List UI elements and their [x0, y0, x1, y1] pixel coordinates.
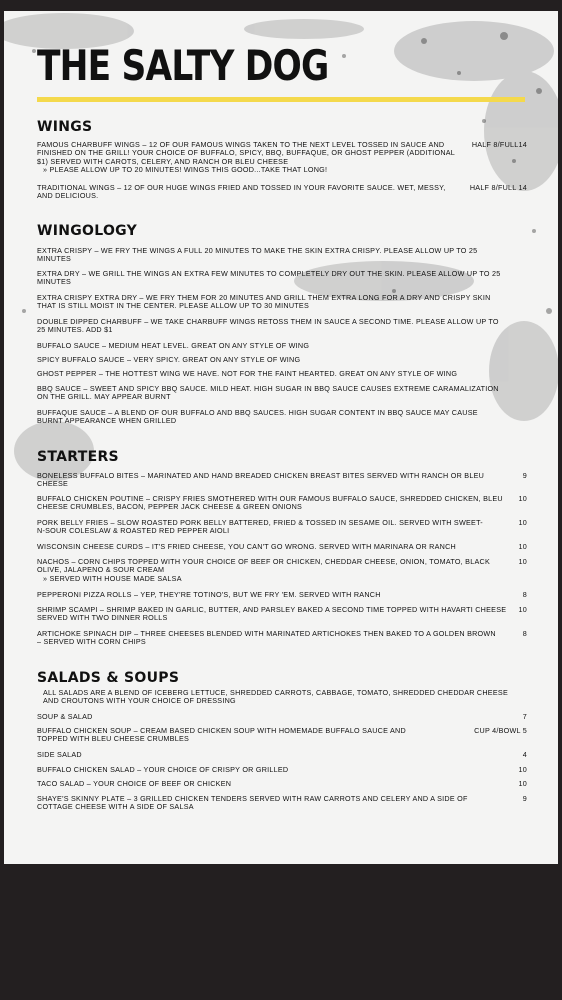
salads-intro-text: ALL SALADS ARE A BLEND OF ICEBERG LETTUCE, SHREDDED CARROTS, CABBAGE, TOMATO, SHREDDED CHEDDAR CHEESE AND CROUTONS WITH YOUR CHOICE OF DRESSING: [43, 688, 508, 706]
item-price: 10: [518, 494, 527, 503]
section-intro: [43, 689, 513, 706]
item-description: BUFFALO SAUCE – MEDIUM HEAT LEVEL. GREAT ON ANY STYLE OF WING: [37, 341, 310, 350]
item-price: HALF 8/FULL 14: [469, 183, 527, 192]
item-price: 9: [522, 471, 527, 480]
item-description: DOUBLE DIPPED CHARBUFF – WE TAKE CHARBUFF WINGS RETOSS THEM IN SAUCE A SECOND TIME. PLEASE ALLOW UP TO 25 MINUTES. ADD $1: [37, 317, 499, 335]
item-description: BUFFALO CHICKEN POUTINE – CRISPY FRIES SMOTHERED WITH OUR FAMOUS BUFFALO SAUCE, SHREDDED CHICKEN, BLEU CHEESE CRUMBLES, BACON, PEPPER JACK CHEESE & GREEN ONIONS: [37, 494, 503, 512]
item-price: 4: [522, 750, 527, 759]
menu-sheet: [4, 11, 558, 864]
menu-item: [37, 795, 527, 812]
item-description: TRADITIONAL WINGS – 12 OF OUR HUGE WINGS FRIED AND TOSSED IN YOUR FAVORITE SAUCE. WET, MESSY, AND DELICIOUS.: [37, 183, 446, 201]
item-description: EXTRA CRISPY EXTRA DRY – WE FRY THEM FOR 20 MINUTES AND GRILL THEM EXTRA LONG FOR A DRY AND CRISPY SKIN THAT IS STILL MOIST IN THE CENTER. PLEASE ALLOW UP TO 30 MINUTES: [37, 293, 491, 311]
item-price: 10: [518, 765, 527, 774]
item-price: 10: [518, 779, 527, 788]
menu-item: [37, 780, 527, 788]
menu-item: [37, 318, 527, 335]
menu-item: [37, 184, 527, 201]
item-description: BUFFALO CHICKEN SALAD – YOUR CHOICE OF CRISPY OR GRILLED: [37, 765, 289, 774]
menu-item: [37, 294, 527, 311]
menu-item: [37, 495, 527, 512]
item-description: BUFFALO CHICKEN SOUP – CREAM BASED CHICKEN SOUP WITH HOMEMADE BUFFALO SAUCE AND TOPPED WITH BLEU CHEESE CRUMBLES: [37, 726, 406, 744]
menu-item: [37, 751, 527, 759]
item-description: TACO SALAD – YOUR CHOICE OF BEEF OR CHICKEN: [37, 779, 232, 788]
item-price: 10: [518, 605, 527, 614]
item-description: EXTRA DRY – WE GRILL THE WINGS AN EXTRA FEW MINUTES TO COMPLETELY DRY OUT THE SKIN. PLEASE ALLOW UP TO 25 MINUTES: [37, 269, 501, 287]
menu-item: [37, 543, 527, 551]
item-description: ARTICHOKE SPINACH DIP – THREE CHEESES BLENDED WITH MARINATED ARTICHOKES THEN BAKED TO A GOLDEN BROWN – SERVED WITH CORN CHIPS: [37, 629, 496, 647]
menu-item: [37, 385, 527, 402]
item-description: PEPPERONI PIZZA ROLLS – YEP, THEY'RE TOTINO'S, BUT WE FRY 'EM. SERVED WITH RANCH: [37, 590, 381, 599]
item-price: 8: [522, 629, 527, 638]
item-description: GHOST PEPPER – THE HOTTEST WING WE HAVE. NOT FOR THE FAINT HEARTED. GREAT ON ANY STYLE OF WING: [37, 369, 458, 378]
menu-item: [37, 606, 527, 623]
item-price: 10: [518, 518, 527, 527]
menu-item: [37, 356, 527, 364]
item-price: 9: [522, 794, 527, 803]
menu-item: [37, 630, 527, 647]
item-price: 7: [522, 712, 527, 721]
menu-title: THE SALTY DOG: [37, 41, 329, 90]
title-underline: [37, 97, 525, 102]
item-price: HALF 8/FULL14: [471, 140, 527, 149]
menu-item: [37, 558, 527, 583]
item-description: NACHOS – CORN CHIPS TOPPED WITH YOUR CHOICE OF BEEF OR CHICKEN, CHEDDAR CHEESE, ONION, TOMATO, BLACK OLIVE, JALAPENO & SOUR CREAM: [37, 557, 490, 575]
section-heading-salads-soups: SALADS & SOUPS: [37, 670, 180, 686]
item-description: BUFFAQUE SAUCE – A BLEND OF OUR BUFFALO AND BBQ SAUCES. HIGH SUGAR CONTENT IN BBQ SAUCE MAY CAUSE BURNT APPEARANCE WHEN GRILLED: [37, 408, 478, 426]
item-note: » SERVED WITH HOUSE MADE SALSA: [43, 573, 182, 583]
menu-item: [37, 342, 527, 350]
menu-item: [37, 591, 527, 599]
item-description: SPICY BUFFALO SAUCE – VERY SPICY. GREAT ON ANY STYLE OF WING: [37, 355, 301, 364]
section-heading-wings: WINGS: [37, 119, 93, 135]
item-description: BONELESS BUFFALO BITES – MARINATED AND HAND BREADED CHICKEN BREAST BITES SERVED WITH RANCH OR BLEU CHEESE: [37, 471, 485, 489]
item-price: 10: [518, 557, 527, 566]
item-description: SHRIMP SCAMPI – SHRIMP BAKED IN GARLIC, BUTTER, AND PARSLEY BAKED A SECOND TIME TOPPED WITH HAVARTI CHEESE SERVED WITH TWO DINNER ROLLS: [37, 605, 507, 623]
item-description: PORK BELLY FRIES – SLOW ROASTED PORK BELLY BATTERED, FRIED & TOSSED IN SESAME OIL. SERVED WITH SWEET-N-SOUR COLESLAW & ROASTED RED PEPPER AIOLI: [37, 518, 483, 536]
item-description: SOUP & SALAD: [37, 712, 93, 721]
menu-item: [37, 141, 527, 175]
menu-item: [37, 472, 527, 489]
item-note: » PLEASE ALLOW UP TO 20 MINUTES! WINGS THIS GOOD...TAKE THAT LONG!: [43, 165, 328, 175]
item-price: CUP 4/BOWL 5: [474, 726, 527, 735]
item-description: SHAYE'S SKINNY PLATE – 3 GRILLED CHICKEN TENDERS SERVED WITH RAW CARROTS AND CELERY AND A SIDE OF COTTAGE CHEESE WITH A SIDE OF SALSA: [37, 794, 468, 812]
menu-item: [37, 270, 527, 287]
item-description: FAMOUS CHARBUFF WINGS – 12 OF OUR FAMOUS WINGS TAKEN TO THE NEXT LEVEL TOSSED IN SAUCE AND FINISHED ON THE GRILL! YOUR CHOICE OF BUFFALO, SPICY, BBQ, BUFFAQUE, OR GHOST PEPPER (ADDITIONAL $1) SERVED WITH CAROTS, CELERY, AND RANCH OR BLEU CHEESE: [37, 140, 455, 166]
section-heading-starters: STARTERS: [37, 449, 119, 465]
item-description: EXTRA CRISPY – WE FRY THE WINGS A FULL 20 MINUTES TO MAKE THE SKIN EXTRA CRISPY. PLEASE ALLOW UP TO 25 MINUTES: [37, 246, 478, 264]
menu-item: [37, 519, 527, 536]
menu-item: [37, 766, 527, 774]
menu-item: [37, 409, 527, 426]
menu-item: [37, 713, 527, 721]
item-price: 10: [518, 542, 527, 551]
item-description: SIDE SALAD: [37, 750, 82, 759]
item-description: BBQ SAUCE – SWEET AND SPICY BBQ SAUCE. MILD HEAT. HIGH SUGAR IN BBQ SAUCE CAUSES EXTREME CARAMALIZATION ON THE GRILL. MAY APPEAR BURNT: [37, 384, 499, 402]
item-price: 8: [522, 590, 527, 599]
menu-item: [37, 727, 527, 744]
menu-item: [37, 370, 527, 378]
menu-item: [37, 247, 527, 264]
section-heading-wingology: WINGOLOGY: [37, 223, 138, 239]
item-description: WISCONSIN CHEESE CURDS – IT'S FRIED CHEESE, YOU CAN'T GO WRONG. SERVED WITH MARINARA OR RANCH: [37, 542, 456, 551]
